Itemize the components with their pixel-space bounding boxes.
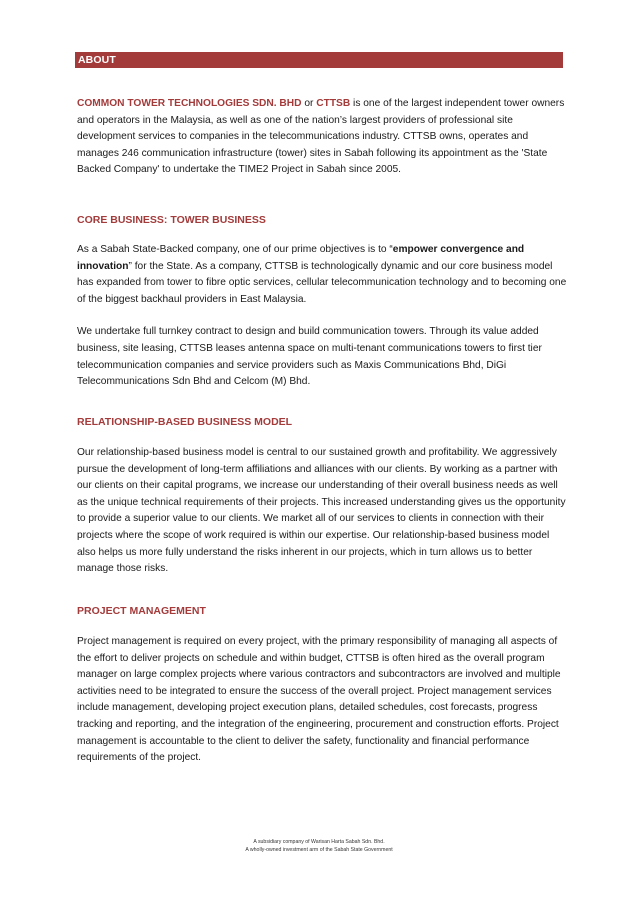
company-name: COMMON TOWER TECHNOLOGIES SDN. BHD [77,98,302,109]
relationship-section [77,415,567,578]
relationship-paragraph: Our relationship-based business model is central to our sustained growth and profitability. We aggressively pursue the development of long-term affiliations and alliances with our clients. By working as a partner with our clients on their capital programs, we increase our understanding of their overall business needs as well as the unique technical requirements of their projects. This increased understanding gives us the opportunity to provide a superior value to our clients. We market all of our services to clients in connection with their projects where the scope of work required is within our expertise. Our relationship-based business model also helps us more fully understand the risks inherent in our projects, which in turn allows us to better manage those risks. [77,447,566,575]
project-management-section [77,604,567,767]
core-business-paragraph-1 [77,242,567,308]
about-banner [75,52,563,68]
core-p1-bold: empower convergence and innovation [77,244,525,272]
intro-section [77,96,567,179]
company-abbr: CTTSB [316,98,351,109]
footer-line-1: A subsidiary company of Warisan Harta Sabah Sdn. Bhd. [253,839,385,845]
core-p1-pre: As a Sabah State-Backed company, one of our prime objectives is to “ [77,244,393,255]
about-banner-title: ABOUT [78,54,116,66]
core-business-section [77,213,567,391]
intro-paragraph [77,96,567,179]
core-p1-post: ” for the State. As a company, CTTSB is technologically dynamic and our core business model has expanded from tower to fibre optic services, cellular telecommunication technology and to becoming one of the biggest backhaul providers in East Malaysia. [77,260,567,305]
core-business-heading: CORE BUSINESS: TOWER BUSINESS [77,214,266,226]
intro-text: is one of the largest independent tower owners and operators in the Malaysia, as well as one of the nation’s largest providers of professional site development services to companies in the telecommunications industry. CTTSB owns, operates and manages 246 communication infrastructure (tower) sites in Sabah following its appointment as the 'State Backed Company' to undertake the TIME2 Project in Sabah since 2005. [77,98,565,176]
intro-or: or [301,98,317,109]
project-management-paragraph: Project management is required on every project, with the primary responsibility of managing all aspects of the effort to deliver projects on schedule and within budget, CTTSB is often hired as the overall program manager on large complex projects where various contractors and subcontractors are involved and multiple activities need to be integrated to ensure the success of the overall project. Project management services include management, developing project execution plans, detailed schedules, cost forecasts, progress tracking and reporting, and the integration of the engineering, procurement and construction efforts. Project management is accountable to the client to deliver the safety, functionality and financial performance requirements of the project. [77,636,561,764]
footer-line-2: A wholly-owned investment arm of the Sabah State Government [245,847,393,853]
page-footer [0,838,638,854]
relationship-heading: RELATIONSHIP-BASED BUSINESS MODEL [77,416,293,428]
project-management-heading: PROJECT MANAGEMENT [77,605,206,617]
core-business-paragraph-2: We undertake full turnkey contract to design and build communication towers. Through its value added business, site leasing, CTTSB leases antenna space on multi-tenant communications towers to first tier telecommunication companies and service providers such as Maxis Communications Bhd, DiGi Telecommunications Sdn Bhd and Celcom (M) Bhd. [77,326,542,388]
